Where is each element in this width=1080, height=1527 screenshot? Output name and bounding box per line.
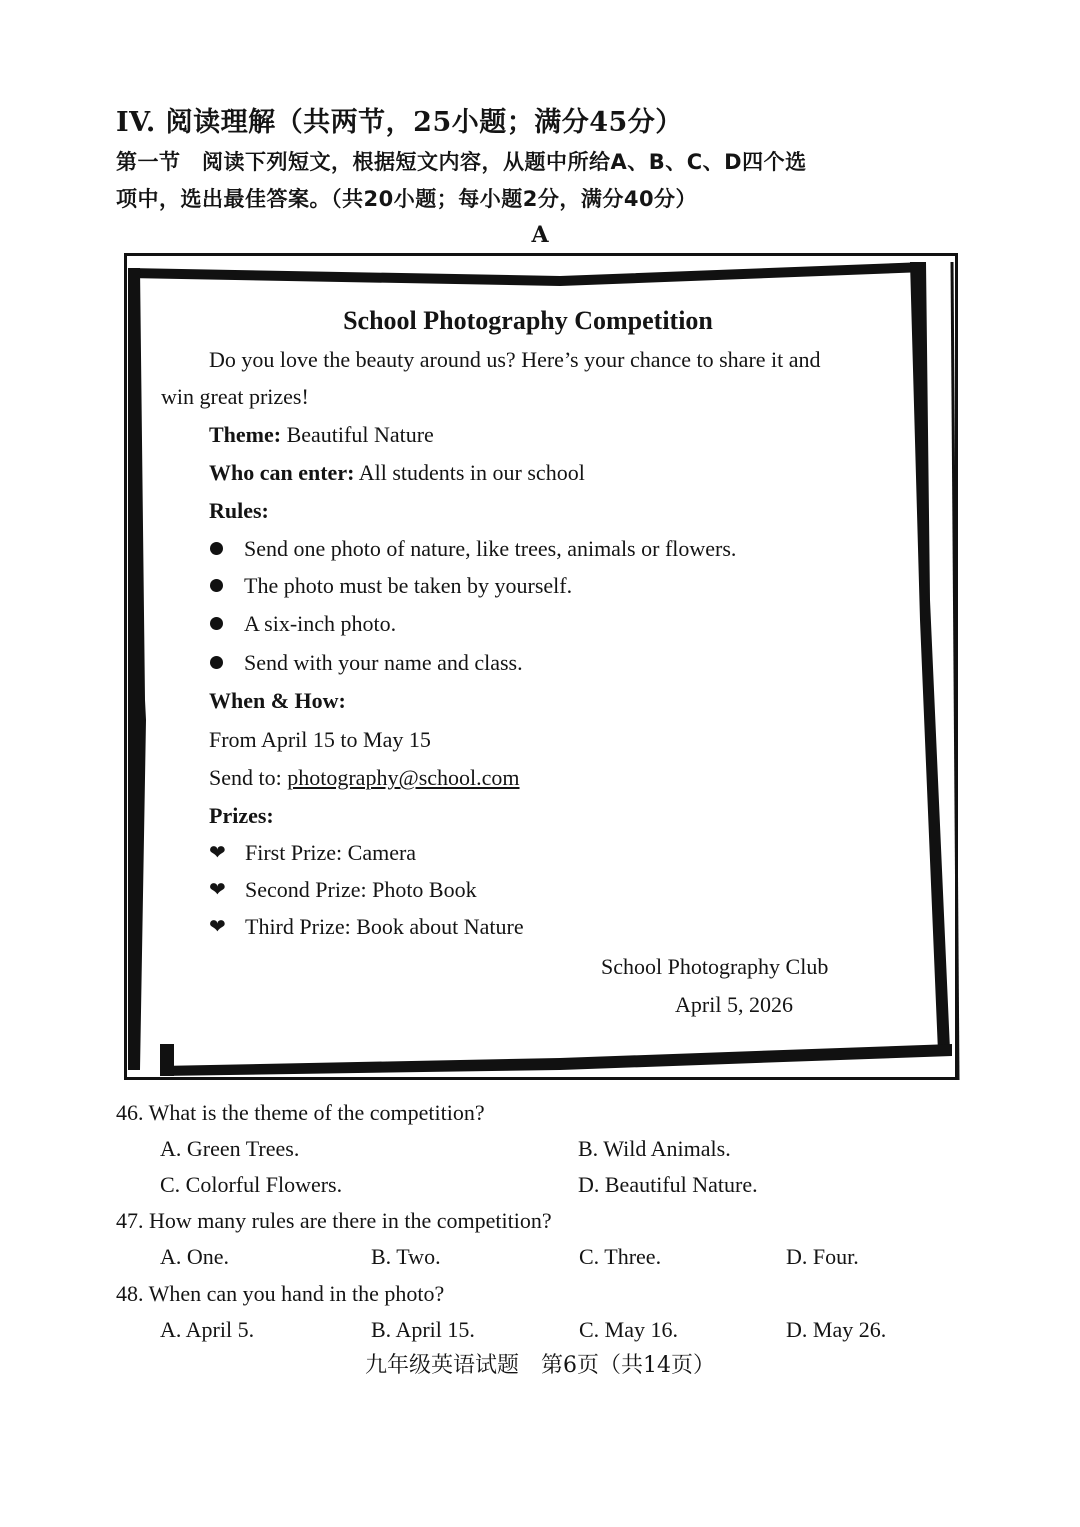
heart-icon: ❤ xyxy=(209,916,226,938)
option-b[interactable]: B. Two. xyxy=(371,1244,441,1269)
send-to-label: Send to: xyxy=(209,765,288,790)
option-c[interactable]: C. May 16. xyxy=(579,1317,678,1342)
rule-item: The photo must be taken by yourself. xyxy=(244,573,573,598)
question-stem: 48. When can you hand in the photo? xyxy=(116,1281,445,1306)
option-d[interactable]: D. Beautiful Nature. xyxy=(578,1172,758,1197)
page-footer: 九年级英语试题 第6页（共14页） xyxy=(365,1353,715,1378)
bullet-icon xyxy=(210,579,223,592)
heart-icon: ❤ xyxy=(209,842,226,864)
instruction-line-1: 第一节 阅读下列短文，根据短文内容，从题中所给A、B、C、D四个选 xyxy=(116,150,807,174)
signature: School Photography Club xyxy=(601,954,829,979)
option-a[interactable]: A. April 5. xyxy=(160,1317,255,1342)
bullet-icon xyxy=(210,656,223,669)
bullet-icon xyxy=(210,617,223,630)
option-a[interactable]: A. Green Trees. xyxy=(160,1136,300,1161)
dates-line: From April 15 to May 15 xyxy=(209,727,431,752)
instruction-line-2: 项中，选出最佳答案。（共20小题；每小题2分，满分40分） xyxy=(116,187,698,211)
prize-item: Second Prize: Photo Book xyxy=(245,877,477,902)
when-how-heading: When & How: xyxy=(209,688,346,713)
question-stem: 47. How many rules are there in the competition? xyxy=(116,1208,552,1233)
email-link[interactable]: photography@school.com xyxy=(287,765,520,790)
theme-value: Beautiful Nature xyxy=(281,422,434,447)
heart-icon: ❤ xyxy=(209,879,226,901)
poster-date: April 5, 2026 xyxy=(675,992,793,1017)
option-c[interactable]: C. Three. xyxy=(579,1244,662,1269)
option-d[interactable]: D. Four. xyxy=(786,1244,859,1269)
option-d[interactable]: D. May 26. xyxy=(786,1317,887,1342)
prize-item: Third Prize: Book about Nature xyxy=(245,914,524,939)
option-a[interactable]: A. One. xyxy=(160,1244,230,1269)
rule-item: A six-inch photo. xyxy=(244,611,397,636)
bullet-icon xyxy=(210,542,223,555)
who-label: Who can enter: xyxy=(209,460,355,485)
poster-intro-line-2: win great prizes! xyxy=(161,384,309,409)
who-value: All students in our school xyxy=(354,460,585,485)
theme-line xyxy=(209,422,434,448)
prizes-heading: Prizes: xyxy=(209,803,274,828)
who-line xyxy=(209,460,585,486)
poster-intro-line-1: Do you love the beauty around us? Here’s your chance to share it and xyxy=(209,347,821,372)
rules-heading: Rules: xyxy=(209,498,269,523)
option-b[interactable]: B. April 15. xyxy=(371,1317,475,1342)
poster-title: School Photography Competition xyxy=(343,306,713,335)
section-title: IV. 阅读理解（共两节，25小题；满分45分） xyxy=(116,107,683,138)
theme-label: Theme: xyxy=(209,422,282,447)
question-stem: 46. What is the theme of the competition? xyxy=(116,1100,485,1125)
prize-item: First Prize: Camera xyxy=(245,840,417,865)
rule-item: Send with your name and class. xyxy=(244,650,523,675)
option-c[interactable]: C. Colorful Flowers. xyxy=(160,1172,343,1197)
send-to-line xyxy=(209,765,520,791)
rule-item: Send one photo of nature, like trees, animals or flowers. xyxy=(244,536,737,561)
passage-letter: A xyxy=(531,222,549,248)
option-b[interactable]: B. Wild Animals. xyxy=(578,1136,731,1161)
